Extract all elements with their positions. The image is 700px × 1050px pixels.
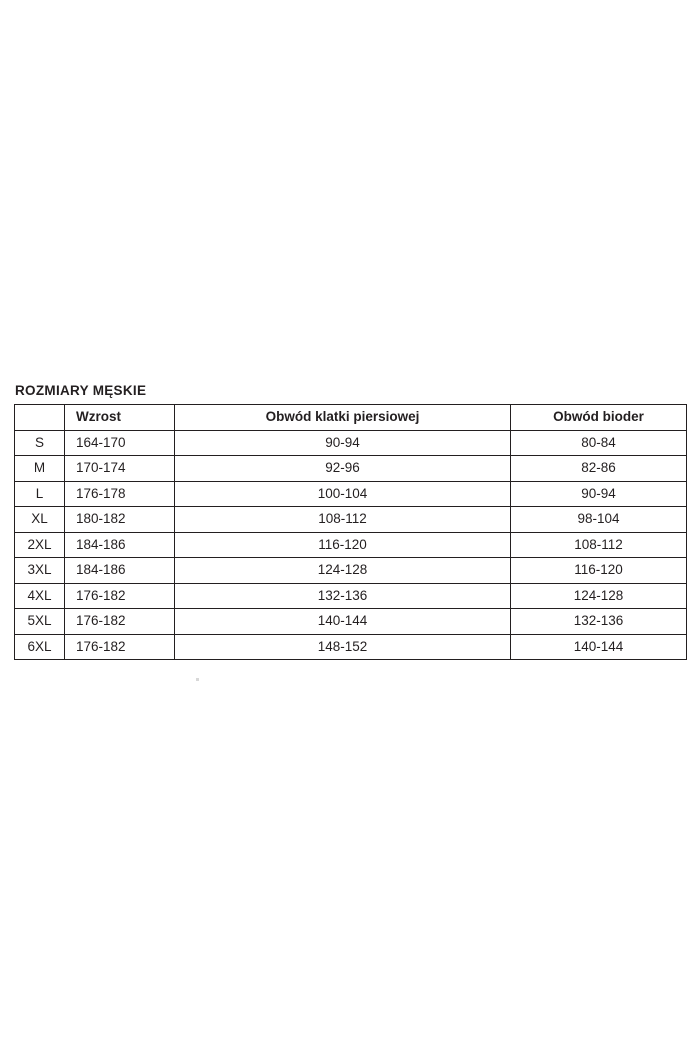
cell-chest: 140-144: [175, 609, 511, 635]
cell-chest: 148-152: [175, 634, 511, 660]
table-row: [15, 583, 687, 609]
cell-size: XL: [15, 507, 65, 533]
table-row: [15, 609, 687, 635]
table-body: [15, 430, 687, 660]
cell-height: 176-182: [65, 634, 175, 660]
page-title: ROZMIARY MĘSKIE: [15, 383, 147, 398]
cell-height: 176-178: [65, 481, 175, 507]
table-row: [15, 558, 687, 584]
cell-size: S: [15, 430, 65, 456]
column-header-hips: Obwód bioder: [511, 405, 687, 431]
column-header-chest: Obwód klatki piersiowej: [175, 405, 511, 431]
cell-height: 176-182: [65, 609, 175, 635]
column-header-size: [15, 405, 65, 431]
cell-hips: 80-84: [511, 430, 687, 456]
cell-size: M: [15, 456, 65, 482]
cell-hips: 132-136: [511, 609, 687, 635]
cell-hips: 90-94: [511, 481, 687, 507]
cell-hips: 116-120: [511, 558, 687, 584]
cell-chest: 124-128: [175, 558, 511, 584]
paper-speck: [196, 678, 199, 681]
cell-size: 3XL: [15, 558, 65, 584]
cell-height: 176-182: [65, 583, 175, 609]
cell-height: 184-186: [65, 558, 175, 584]
size-chart-block: [14, 383, 686, 660]
cell-height: 180-182: [65, 507, 175, 533]
table-header-row: [15, 405, 687, 431]
cell-chest: 90-94: [175, 430, 511, 456]
table-row: [15, 507, 687, 533]
cell-hips: 124-128: [511, 583, 687, 609]
cell-chest: 116-120: [175, 532, 511, 558]
cell-height: 170-174: [65, 456, 175, 482]
cell-size: 2XL: [15, 532, 65, 558]
cell-height: 184-186: [65, 532, 175, 558]
cell-height: 164-170: [65, 430, 175, 456]
cell-chest: 132-136: [175, 583, 511, 609]
table-row: [15, 430, 687, 456]
table-row: [15, 532, 687, 558]
cell-size: L: [15, 481, 65, 507]
size-table: [14, 404, 687, 660]
cell-size: 5XL: [15, 609, 65, 635]
table-row: [15, 456, 687, 482]
table-row: [15, 634, 687, 660]
cell-chest: 108-112: [175, 507, 511, 533]
table-header: [15, 405, 687, 431]
cell-hips: 98-104: [511, 507, 687, 533]
cell-hips: 82-86: [511, 456, 687, 482]
cell-size: 6XL: [15, 634, 65, 660]
column-header-height: Wzrost: [65, 405, 175, 431]
cell-hips: 140-144: [511, 634, 687, 660]
cell-chest: 100-104: [175, 481, 511, 507]
cell-size: 4XL: [15, 583, 65, 609]
table-row: [15, 481, 687, 507]
cell-hips: 108-112: [511, 532, 687, 558]
cell-chest: 92-96: [175, 456, 511, 482]
